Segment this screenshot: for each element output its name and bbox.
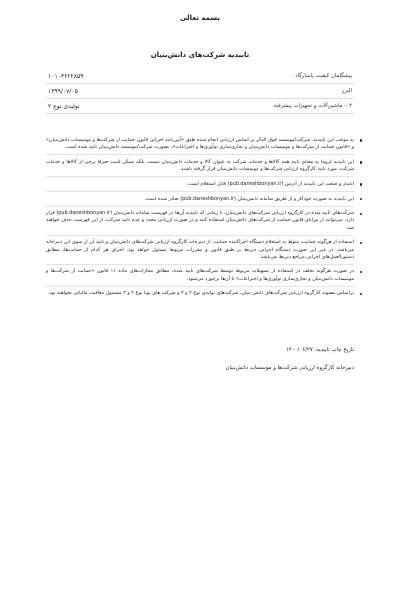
rule-item: اعتبار و صحت این تاییدیه از آدرس (pub.daneshbonyan.ir) قابل استعلام است. — [46, 181, 354, 192]
rule-item: این تاییدیه به صورت خودکار و از طریق سامانه دانش‌بنیان (pub.daneshbonyan.ir) صادر شده است. — [46, 196, 354, 207]
rules-list — [46, 137, 363, 301]
rule-item: براساس مصوبه کارگروه ارزیابی شرکت‌های دانش بنیان، شرکت‌های تولیدی نوع ۲ و ۳ و شرکت های نوپا نوع ۲ و ۳ مشمول معافیت مالیاتی نخواهند بود. — [46, 290, 354, 297]
rule-item: به موجب این تاییدیه، شرکت/موسسه فوق الذکر بر اساس ارزیابی انجام شده طبق «آیین‌نامه اجرایی قانون حمایت از شرکت‌ها و موسسات دانش‌بنیان» و «قانون حمایت از شرکت‌ها و موسسات دانش‌بنیان و تجاری‌سازی نوآوری‌ها و اختراعات»، بصورت شرکت/موسسه دانش‌بنیان تایید شده است. — [46, 137, 354, 155]
issuer-signature-line: دبیرخانه کارگروه ارزیابی شرکت‌ها و موسسات دانش‌بنیان — [225, 365, 354, 371]
company-type: تولیدی نوع ۲ — [46, 99, 180, 114]
approval-date: ۱۳۹۹/۰۷/۰۵ — [46, 84, 180, 99]
rule-item: شرکت‌های تایید شده در کارگروه ارزیابی شرکت‌های دانش‌بنیان، تا زمانی که تاییدیه آن‌ها در فهرست سامانه دانش‌بنیان (pub.daneshbonyan.ir) قرار دارد، می‌توانند از مزایای قانون حمایت از شرکت‌های دانش‌بنیان استفاده کنند و در صورت ارزیابی مجدد و عدم تایید شرکت، از این فهرست حذف خواهند شد. — [46, 210, 354, 236]
rule-item: این تاییدیه لزوما به معنای تایید همه کالاها و خدمات شرکت به عنوان کالا و خدمات دانش‌بنیان نیست، بلکه ممکن است صرفا برخی از کالاها و خدمات شرکت، مورد تایید کارگروه ارزیابی شرکت‌ها و موسسات دانش‌بنیان قرار گرفته باشند. — [46, 159, 354, 177]
bullet-icon — [360, 139, 362, 141]
print-date: تاریخ چاپ تاییدیه: ۱۴۰۰/۰۶/۲۷ — [285, 347, 354, 353]
bullet-icon — [360, 161, 362, 163]
bullet-icon — [360, 242, 362, 244]
rule-item: استفاده از هرگونه حمایت، منوط به استعلام دستگاه اجراکننده حمایت، از دبیرخانه کارگروه ارزیابی شرکت‌های دانش‌بنیان و تایید آن از سوی این دبیرخانه می‌باشد. در غیر این صورت دستگاه اجرایی ذیربط بر طبق قانون و مقررات مربوط مسئول خواهد بود. اجرای هر کدام از حمایت‌ها، مطابق دستورالعمل‌های اجرایی مراجع ذیربط می‌باشد. — [46, 239, 354, 265]
bullet-icon — [360, 271, 362, 273]
national-id: ۱۰۱۰۳۶۲۲۸۵۹ — [46, 69, 180, 84]
info-row-province — [46, 84, 354, 99]
info-row-company — [46, 69, 354, 84]
province: البرز — [180, 84, 354, 99]
bullet-icon — [360, 213, 362, 215]
bullet-icon — [360, 183, 362, 185]
company-info-table — [46, 69, 354, 114]
document-title: تاییدیه شرکت‌های دانش‌بنیان — [150, 51, 250, 59]
rule-item: در صورت هرگونه تخلف در استفاده از تسهیلات مربوط توسط شرکت‌های تایید شده، مطابق مجازات‌های ماده ۱۱ قانون «حمایت از شرکت‌ها و موسسات دانش‌بنیان و تجاری‌سازی نوآوری‌ها و اختراعات» با آن‌ها برخورد می‌شود. — [46, 268, 354, 286]
info-row-field — [46, 99, 354, 114]
bullet-icon — [360, 198, 362, 200]
technology-field: ۰۴- ماشین‌آلات و تجهیزات پیشرفته — [180, 99, 354, 114]
bismillah-heading: بسمه تعالی — [179, 14, 221, 22]
company-name: پیشگامان کیفیت پاسارگاد — [180, 69, 354, 84]
bullet-icon — [360, 293, 362, 295]
